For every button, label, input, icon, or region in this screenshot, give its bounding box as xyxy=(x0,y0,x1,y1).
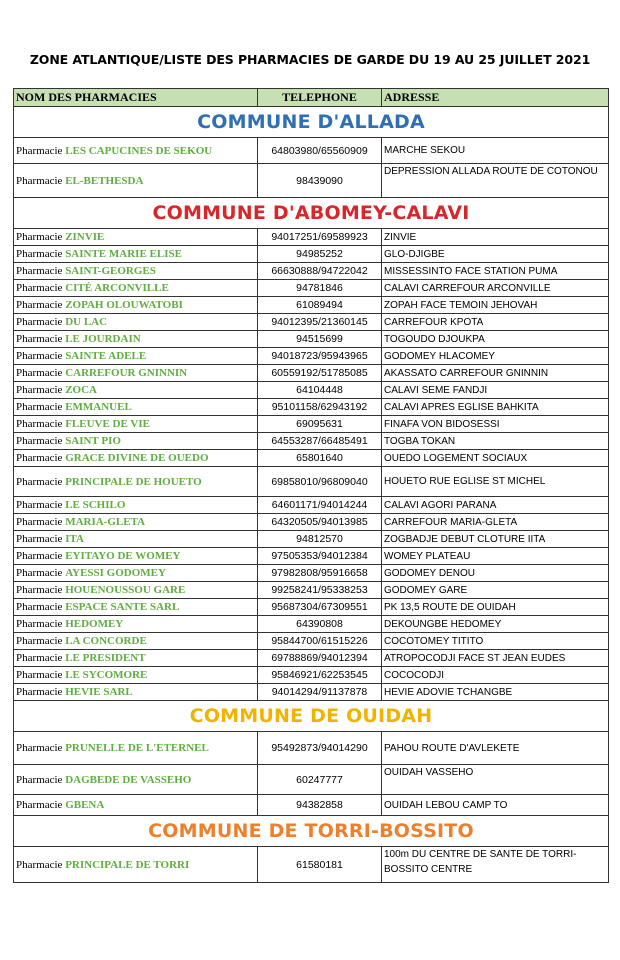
pharmacy-name-cell xyxy=(14,633,258,650)
pharmacy-prefix: Pharmacie xyxy=(16,550,63,562)
pharmacy-name: LE PRESIDENT xyxy=(65,652,146,664)
pharmacy-name-cell xyxy=(14,650,258,667)
pharmacy-name-cell xyxy=(14,416,258,433)
table-row xyxy=(14,450,609,467)
telephone-cell: 95492873/94014290 xyxy=(258,732,382,765)
pharmacy-prefix: Pharmacie xyxy=(16,333,63,345)
pharmacy-prefix: Pharmacie xyxy=(16,686,63,698)
pharmacy-prefix: Pharmacie xyxy=(16,144,63,157)
address-cell: TOGBA TOKAN xyxy=(382,433,609,450)
pharmacy-name: LES CAPUCINES DE SEKOU xyxy=(65,144,213,157)
telephone-cell: 95844700/61515226 xyxy=(258,633,382,650)
table-row xyxy=(14,365,609,382)
address-cell: PAHOU ROUTE D'AVLEKETE xyxy=(382,732,609,765)
pharmacy-name-cell xyxy=(14,531,258,548)
table-row xyxy=(14,582,609,599)
pharmacy-name: SAINTE MARIE ELISE xyxy=(65,248,182,260)
table-row xyxy=(14,650,609,667)
pharmacy-prefix: Pharmacie xyxy=(16,265,63,277)
pharmacy-prefix: Pharmacie xyxy=(16,618,63,630)
telephone-cell: 64553287/66485491 xyxy=(258,433,382,450)
pharmacy-name: HOUENOUSSOU GARE xyxy=(65,584,186,596)
address-cell: ATROPOCODJI FACE ST JEAN EUDES xyxy=(382,650,609,667)
page-title: ZONE ATLANTIQUE/LISTE DES PHARMACIES DE GARDE DU 19 AU 25 JUILLET 2021 xyxy=(29,52,591,67)
telephone-cell: 60247777 xyxy=(258,765,382,795)
pharmacy-name-cell xyxy=(14,684,258,701)
pharmacy-name: LE JOURDAIN xyxy=(65,333,141,345)
pharmacy-table xyxy=(13,88,609,883)
pharmacy-name-cell xyxy=(14,548,258,565)
telephone-cell: 95846921/62253545 xyxy=(258,667,382,684)
pharmacy-name: CITÉ ARCONVILLE xyxy=(65,282,169,294)
pharmacy-name: LA CONCORDE xyxy=(65,635,147,647)
telephone-cell: 99258241/95338253 xyxy=(258,582,382,599)
telephone-cell: 95101158/62943192 xyxy=(258,399,382,416)
table-row xyxy=(14,795,609,816)
table-row xyxy=(14,229,609,246)
table-header-row xyxy=(14,89,609,107)
telephone-cell: 94014294/91137878 xyxy=(258,684,382,701)
table-row xyxy=(14,633,609,650)
telephone-cell: 94382858 xyxy=(258,795,382,816)
telephone-cell: 64390808 xyxy=(258,616,382,633)
table-row xyxy=(14,616,609,633)
pharmacy-name: HEVIE SARL xyxy=(65,686,133,698)
pharmacy-name-cell xyxy=(14,280,258,297)
address-cell: MISSESSINTO FACE STATION PUMA xyxy=(382,263,609,280)
pharmacy-prefix: Pharmacie xyxy=(16,435,63,447)
address-cell: ZOPAH FACE TEMOIN JEHOVAH xyxy=(382,297,609,314)
address-cell: OUIDAH VASSEHO xyxy=(382,765,609,795)
address-cell: MARCHE SEKOU xyxy=(382,138,609,164)
address-cell: OUEDO LOGEMENT SOCIAUX xyxy=(382,450,609,467)
telephone-cell: 94985252 xyxy=(258,246,382,263)
telephone-cell: 69788869/94012394 xyxy=(258,650,382,667)
pharmacy-name-cell xyxy=(14,847,258,883)
address-cell: CALAVI CARREFOUR ARCONVILLE xyxy=(382,280,609,297)
telephone-cell: 94812570 xyxy=(258,531,382,548)
pharmacy-name: AYESSI GODOMEY xyxy=(65,567,166,579)
header-name: NOM DES PHARMACIES xyxy=(14,89,258,107)
address-cell: PK 13,5 ROUTE DE OUIDAH xyxy=(382,599,609,616)
address-cell: DEKOUNGBE HEDOMEY xyxy=(382,616,609,633)
pharmacy-prefix: Pharmacie xyxy=(16,584,63,596)
telephone-cell: 60559192/51785085 xyxy=(258,365,382,382)
telephone-cell: 69858010/96809040 xyxy=(258,467,382,497)
telephone-cell: 98439090 xyxy=(258,164,382,198)
pharmacy-name: ZINVIE xyxy=(65,231,105,243)
telephone-cell: 65801640 xyxy=(258,450,382,467)
header-address: ADRESSE xyxy=(382,89,609,107)
address-cell: DEPRESSION ALLADA ROUTE DE COTONOU xyxy=(382,164,609,198)
pharmacy-prefix: Pharmacie xyxy=(16,452,63,464)
pharmacy-prefix: Pharmacie xyxy=(16,773,63,786)
address-cell: HOUETO RUE EGLISE ST MICHEL xyxy=(382,467,609,497)
pharmacy-prefix: Pharmacie xyxy=(16,316,63,328)
pharmacy-prefix: Pharmacie xyxy=(16,567,63,579)
pharmacy-name-cell xyxy=(14,348,258,365)
pharmacy-name: PRINCIPALE DE TORRI xyxy=(65,858,190,871)
address-cell: AKASSATO CARREFOUR GNINNIN xyxy=(382,365,609,382)
pharmacy-name-cell xyxy=(14,667,258,684)
pharmacy-name: EYITAYO DE WOMEY xyxy=(65,550,181,562)
pharmacy-name: LE SCHILO xyxy=(65,499,126,511)
address-cell: 100m DU CENTRE DE SANTE DE TORRI-BOSSITO CENTRE xyxy=(382,847,609,883)
address-cell: ZOGBADJE DEBUT CLOTURE IITA xyxy=(382,531,609,548)
pharmacy-name-cell xyxy=(14,314,258,331)
address-cell: OUIDAH LEBOU CAMP TO xyxy=(382,795,609,816)
telephone-cell: 97505353/94012384 xyxy=(258,548,382,565)
telephone-cell: 97982808/95916658 xyxy=(258,565,382,582)
pharmacy-name: EMMANUEL xyxy=(65,401,132,413)
pharmacy-prefix: Pharmacie xyxy=(16,350,63,362)
address-cell: GODOMEY DENOU xyxy=(382,565,609,582)
commune-heading: COMMUNE D'ALLADA xyxy=(14,107,609,138)
telephone-cell: 64104448 xyxy=(258,382,382,399)
pharmacy-name-cell xyxy=(14,246,258,263)
pharmacy-name: SAINT-GEORGES xyxy=(65,265,156,277)
table-row xyxy=(14,348,609,365)
pharmacy-prefix: Pharmacie xyxy=(16,282,63,294)
table-row xyxy=(14,138,609,164)
pharmacy-name: EL-BETHESDA xyxy=(65,174,144,187)
commune-heading: COMMUNE DE OUIDAH xyxy=(14,701,609,732)
pharmacy-name-cell xyxy=(14,795,258,816)
pharmacy-name: ZOCA xyxy=(65,384,97,396)
pharmacy-prefix: Pharmacie xyxy=(16,799,63,811)
address-cell: TOGOUDO DJOUKPA xyxy=(382,331,609,348)
table-row xyxy=(14,246,609,263)
commune-row xyxy=(14,198,609,229)
table-row xyxy=(14,599,609,616)
pharmacy-name-cell xyxy=(14,263,258,280)
pharmacy-prefix: Pharmacie xyxy=(16,248,63,260)
pharmacy-prefix: Pharmacie xyxy=(16,635,63,647)
table-row xyxy=(14,514,609,531)
pharmacy-name: DU LAC xyxy=(65,316,108,328)
commune-row xyxy=(14,816,609,847)
pharmacy-name-cell xyxy=(14,565,258,582)
pharmacy-prefix: Pharmacie xyxy=(16,174,63,187)
pharmacy-name: ESPACE SANTE SARL xyxy=(65,601,180,613)
table-row xyxy=(14,467,609,497)
pharmacy-name-cell xyxy=(14,365,258,382)
table-row xyxy=(14,548,609,565)
pharmacy-prefix: Pharmacie xyxy=(16,401,63,413)
pharmacy-name-cell xyxy=(14,732,258,765)
telephone-cell: 94515699 xyxy=(258,331,382,348)
pharmacy-name: PRUNELLE DE L'ETERNEL xyxy=(65,742,209,754)
telephone-cell: 61580181 xyxy=(258,847,382,883)
address-cell: WOMEY PLATEAU xyxy=(382,548,609,565)
commune-row xyxy=(14,701,609,732)
table-row xyxy=(14,416,609,433)
table-row xyxy=(14,565,609,582)
table-row xyxy=(14,765,609,795)
pharmacy-name-cell xyxy=(14,164,258,198)
table-row xyxy=(14,497,609,514)
table-row xyxy=(14,684,609,701)
address-cell: GLO-DJIGBE xyxy=(382,246,609,263)
pharmacy-name-cell xyxy=(14,765,258,795)
telephone-cell: 61089494 xyxy=(258,297,382,314)
address-cell: COCOTOMEY TITITO xyxy=(382,633,609,650)
telephone-cell: 94017251/69589923 xyxy=(258,229,382,246)
address-cell: CALAVI APRES EGLISE BAHKITA xyxy=(382,399,609,416)
pharmacy-prefix: Pharmacie xyxy=(16,367,63,379)
header-telephone: TELEPHONE xyxy=(258,89,382,107)
commune-heading: COMMUNE DE TORRI-BOSSITO xyxy=(14,816,609,847)
pharmacy-name-cell xyxy=(14,582,258,599)
commune-row xyxy=(14,107,609,138)
pharmacy-prefix: Pharmacie xyxy=(16,499,63,511)
telephone-cell: 64601171/94014244 xyxy=(258,497,382,514)
pharmacy-prefix: Pharmacie xyxy=(16,299,63,311)
pharmacy-name: CARREFOUR GNINNIN xyxy=(65,367,188,379)
pharmacy-name: GRACE DIVINE DE OUEDO xyxy=(65,452,209,464)
table-row xyxy=(14,164,609,198)
pharmacy-name: DAGBEDE DE VASSEHO xyxy=(65,773,192,786)
telephone-cell: 64803980/65560909 xyxy=(258,138,382,164)
table-row xyxy=(14,382,609,399)
address-cell: GODOMEY HLACOMEY xyxy=(382,348,609,365)
address-cell: GODOMEY GARE xyxy=(382,582,609,599)
pharmacy-name-cell xyxy=(14,297,258,314)
pharmacy-prefix: Pharmacie xyxy=(16,601,63,613)
address-cell: HEVIE ADOVIE TCHANGBE xyxy=(382,684,609,701)
pharmacy-name-cell xyxy=(14,514,258,531)
pharmacy-name: ITA xyxy=(65,533,84,545)
telephone-cell: 94012395/21360145 xyxy=(258,314,382,331)
pharmacy-name-cell xyxy=(14,229,258,246)
pharmacy-name: LE SYCOMORE xyxy=(65,669,148,681)
table-row xyxy=(14,331,609,348)
telephone-cell: 94781846 xyxy=(258,280,382,297)
pharmacy-name-cell xyxy=(14,331,258,348)
telephone-cell: 64320505/94013985 xyxy=(258,514,382,531)
table-row xyxy=(14,433,609,450)
address-cell: CARREFOUR MARIA-GLETA xyxy=(382,514,609,531)
address-cell: FINAFA VON BIDOSESSI xyxy=(382,416,609,433)
pharmacy-name: SAINTE ADELE xyxy=(65,350,147,362)
table-row xyxy=(14,399,609,416)
pharmacy-prefix: Pharmacie xyxy=(16,669,63,681)
address-cell: ZINVIE xyxy=(382,229,609,246)
pharmacy-prefix: Pharmacie xyxy=(16,652,63,664)
table-row xyxy=(14,263,609,280)
pharmacy-prefix: Pharmacie xyxy=(16,742,63,754)
pharmacy-name: HEDOMEY xyxy=(65,618,124,630)
pharmacy-prefix: Pharmacie xyxy=(16,858,63,871)
telephone-cell: 66630888/94722042 xyxy=(258,263,382,280)
telephone-cell: 95687304/67309551 xyxy=(258,599,382,616)
pharmacy-prefix: Pharmacie xyxy=(16,384,63,396)
pharmacy-prefix: Pharmacie xyxy=(16,475,63,488)
pharmacy-name-cell xyxy=(14,399,258,416)
pharmacy-name-cell xyxy=(14,382,258,399)
table-row xyxy=(14,847,609,883)
table-row xyxy=(14,531,609,548)
pharmacy-name-cell xyxy=(14,138,258,164)
address-cell: CALAVI AGORI PARANA xyxy=(382,497,609,514)
pharmacy-name: FLEUVE DE VIE xyxy=(65,418,150,430)
pharmacy-name: ZOPAH OLOUWATOBI xyxy=(65,299,183,311)
pharmacy-prefix: Pharmacie xyxy=(16,231,63,243)
pharmacy-name-cell xyxy=(14,433,258,450)
table-row xyxy=(14,732,609,765)
telephone-cell: 94018723/95943965 xyxy=(258,348,382,365)
table-row xyxy=(14,667,609,684)
pharmacy-prefix: Pharmacie xyxy=(16,533,63,545)
table-row xyxy=(14,280,609,297)
pharmacy-name-cell xyxy=(14,450,258,467)
table-row xyxy=(14,297,609,314)
address-cell: CARREFOUR KPOTA xyxy=(382,314,609,331)
telephone-cell: 69095631 xyxy=(258,416,382,433)
pharmacy-name: PRINCIPALE DE HOUETO xyxy=(65,475,202,488)
pharmacy-name-cell xyxy=(14,467,258,497)
pharmacy-name: SAINT PIO xyxy=(65,435,121,447)
pharmacy-prefix: Pharmacie xyxy=(16,516,63,528)
address-cell: CALAVI SEME FANDJI xyxy=(382,382,609,399)
pharmacy-name: GBENA xyxy=(65,799,105,811)
commune-heading: COMMUNE D'ABOMEY-CALAVI xyxy=(14,198,609,229)
pharmacy-name: MARIA-GLETA xyxy=(65,516,146,528)
pharmacy-name-cell xyxy=(14,599,258,616)
pharmacy-prefix: Pharmacie xyxy=(16,418,63,430)
pharmacy-name-cell xyxy=(14,497,258,514)
address-cell: COCOCODJI xyxy=(382,667,609,684)
pharmacy-name-cell xyxy=(14,616,258,633)
table-row xyxy=(14,314,609,331)
